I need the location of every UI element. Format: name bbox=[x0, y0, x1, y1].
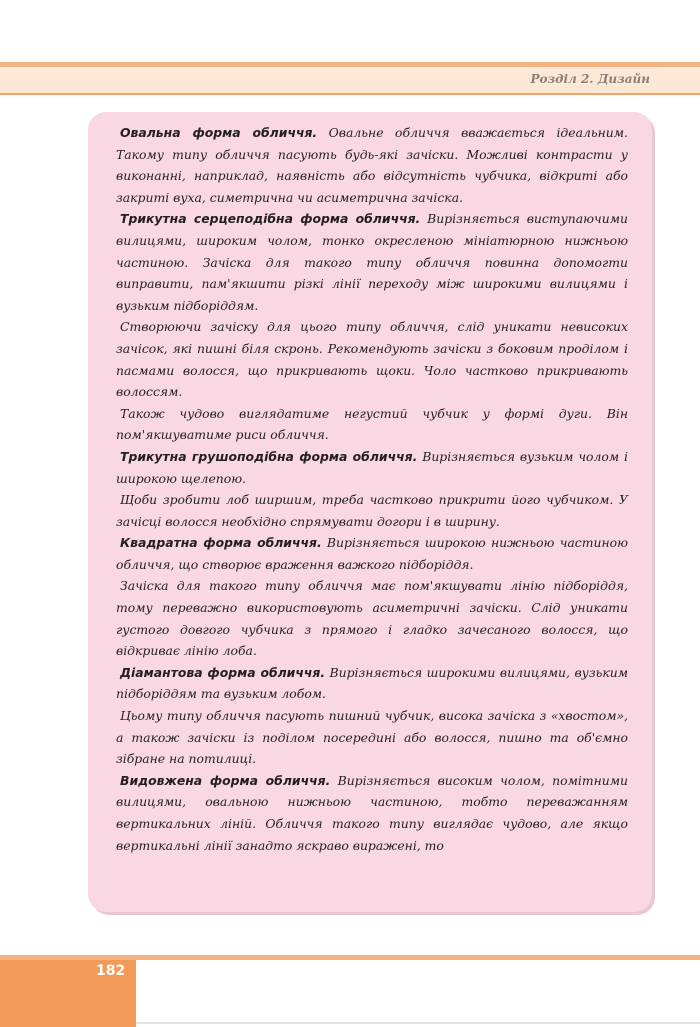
footer-area bbox=[136, 960, 700, 1027]
paragraph bbox=[116, 446, 628, 489]
paragraph-term: Овальна форма обличчя. bbox=[120, 125, 318, 140]
paragraph-text: Щоби зробити лоб ширшим, треба частково прикрити його чубчиком. У зачісці волосся необхідно спрямувати догори і в ширину. bbox=[116, 492, 628, 529]
paragraph-text: Вирізняється високим чолом, помітними вилицями, овальною нижньою частиною, тобто переважанням вертикальних ліній. Обличчя такого типу виглядає чудово, але якщо вертикальні лінії занадто яскраво виражені, то bbox=[116, 772, 628, 853]
paragraph bbox=[116, 208, 628, 316]
paragraph-text: Створюючи зачіску для цього типу обличчя, слід уникати невисоких зачісок, які пишні біля скронь. Рекомендують зачіски з боковим проділом і пасмами волосся, що прикривають щоки. Чоло частково прикривають волоссям. bbox=[116, 319, 628, 400]
paragraph bbox=[116, 662, 628, 705]
page-number: 182 bbox=[96, 963, 126, 979]
paragraph-text: Також чудово виглядатиме негустий чубчик у формі дуги. Він пом'якшуватиме риси обличчя. bbox=[116, 405, 628, 443]
paragraph-text: Цьому типу обличчя пасують пишний чубчик, висока зачіска з «хвостом», а також зачіски із поділом посередині або волосся, пишно та об'ємно зібране на потилиці. bbox=[116, 708, 628, 767]
paragraph bbox=[116, 489, 628, 532]
paragraph-term: Діамантова форма обличчя. bbox=[120, 664, 326, 680]
paragraph-term: Квадратна форма обличчя. bbox=[120, 535, 322, 551]
paragraph-text: Зачіска для такого типу обличчя має пом'якшувати лінію підборіддя, тому переважно використовують асиметричні зачіски. Слід уникати густого довгого чубчика з прямого і гладко зачесаного волосся, що відкриває лінію лоба. bbox=[116, 578, 628, 659]
paragraph-text: Вирізняється виступаючими вилицями, широким чолом, тонко окресленою мініатюрною нижньою частиною. Зачіска для такого типу обличчя повинна допомогти виправити, пам'якшити різкі лінії переходу між широкими вилицями і вузьким підборіддям. bbox=[116, 211, 628, 313]
paragraph bbox=[116, 532, 628, 575]
paragraph-text: Вирізняється широкою нижньою частиною обличчя, що створює враження важкого підборіддя. bbox=[116, 535, 628, 572]
paragraph bbox=[116, 122, 628, 208]
section-title: Розділ 2. Дизайн bbox=[530, 72, 650, 86]
paragraph-text: Вирізняється вузьким чолом і широкою щелепою. bbox=[116, 448, 628, 486]
paragraph bbox=[116, 770, 628, 856]
paragraph-term: Трикутна серцеподібна форма обличчя. bbox=[120, 211, 421, 227]
paragraph-text: Овальне обличчя вважається ідеальним. Такому типу обличчя пасують будь-які зачіски. Можливі контрасти у виконанні, наприклад, наявність або відсутність чубчика, відкриті або закриті вуха, симетрична чи асиметрична зачіска. bbox=[116, 125, 628, 205]
paragraph-term: Трикутна грушоподібна форма обличчя. bbox=[120, 448, 418, 464]
paragraph-term: Видовжена форма обличчя. bbox=[120, 772, 331, 788]
body-text bbox=[116, 122, 628, 856]
paragraph-text: Вирізняється широкими вилицями, вузьким підборіддям та вузьким лобом. bbox=[116, 664, 628, 702]
paragraph bbox=[116, 403, 628, 446]
paragraph bbox=[116, 316, 628, 402]
footer-bottom-line bbox=[136, 1022, 700, 1024]
header-divider bbox=[0, 93, 700, 95]
paragraph bbox=[116, 575, 628, 661]
paragraph bbox=[116, 705, 628, 770]
